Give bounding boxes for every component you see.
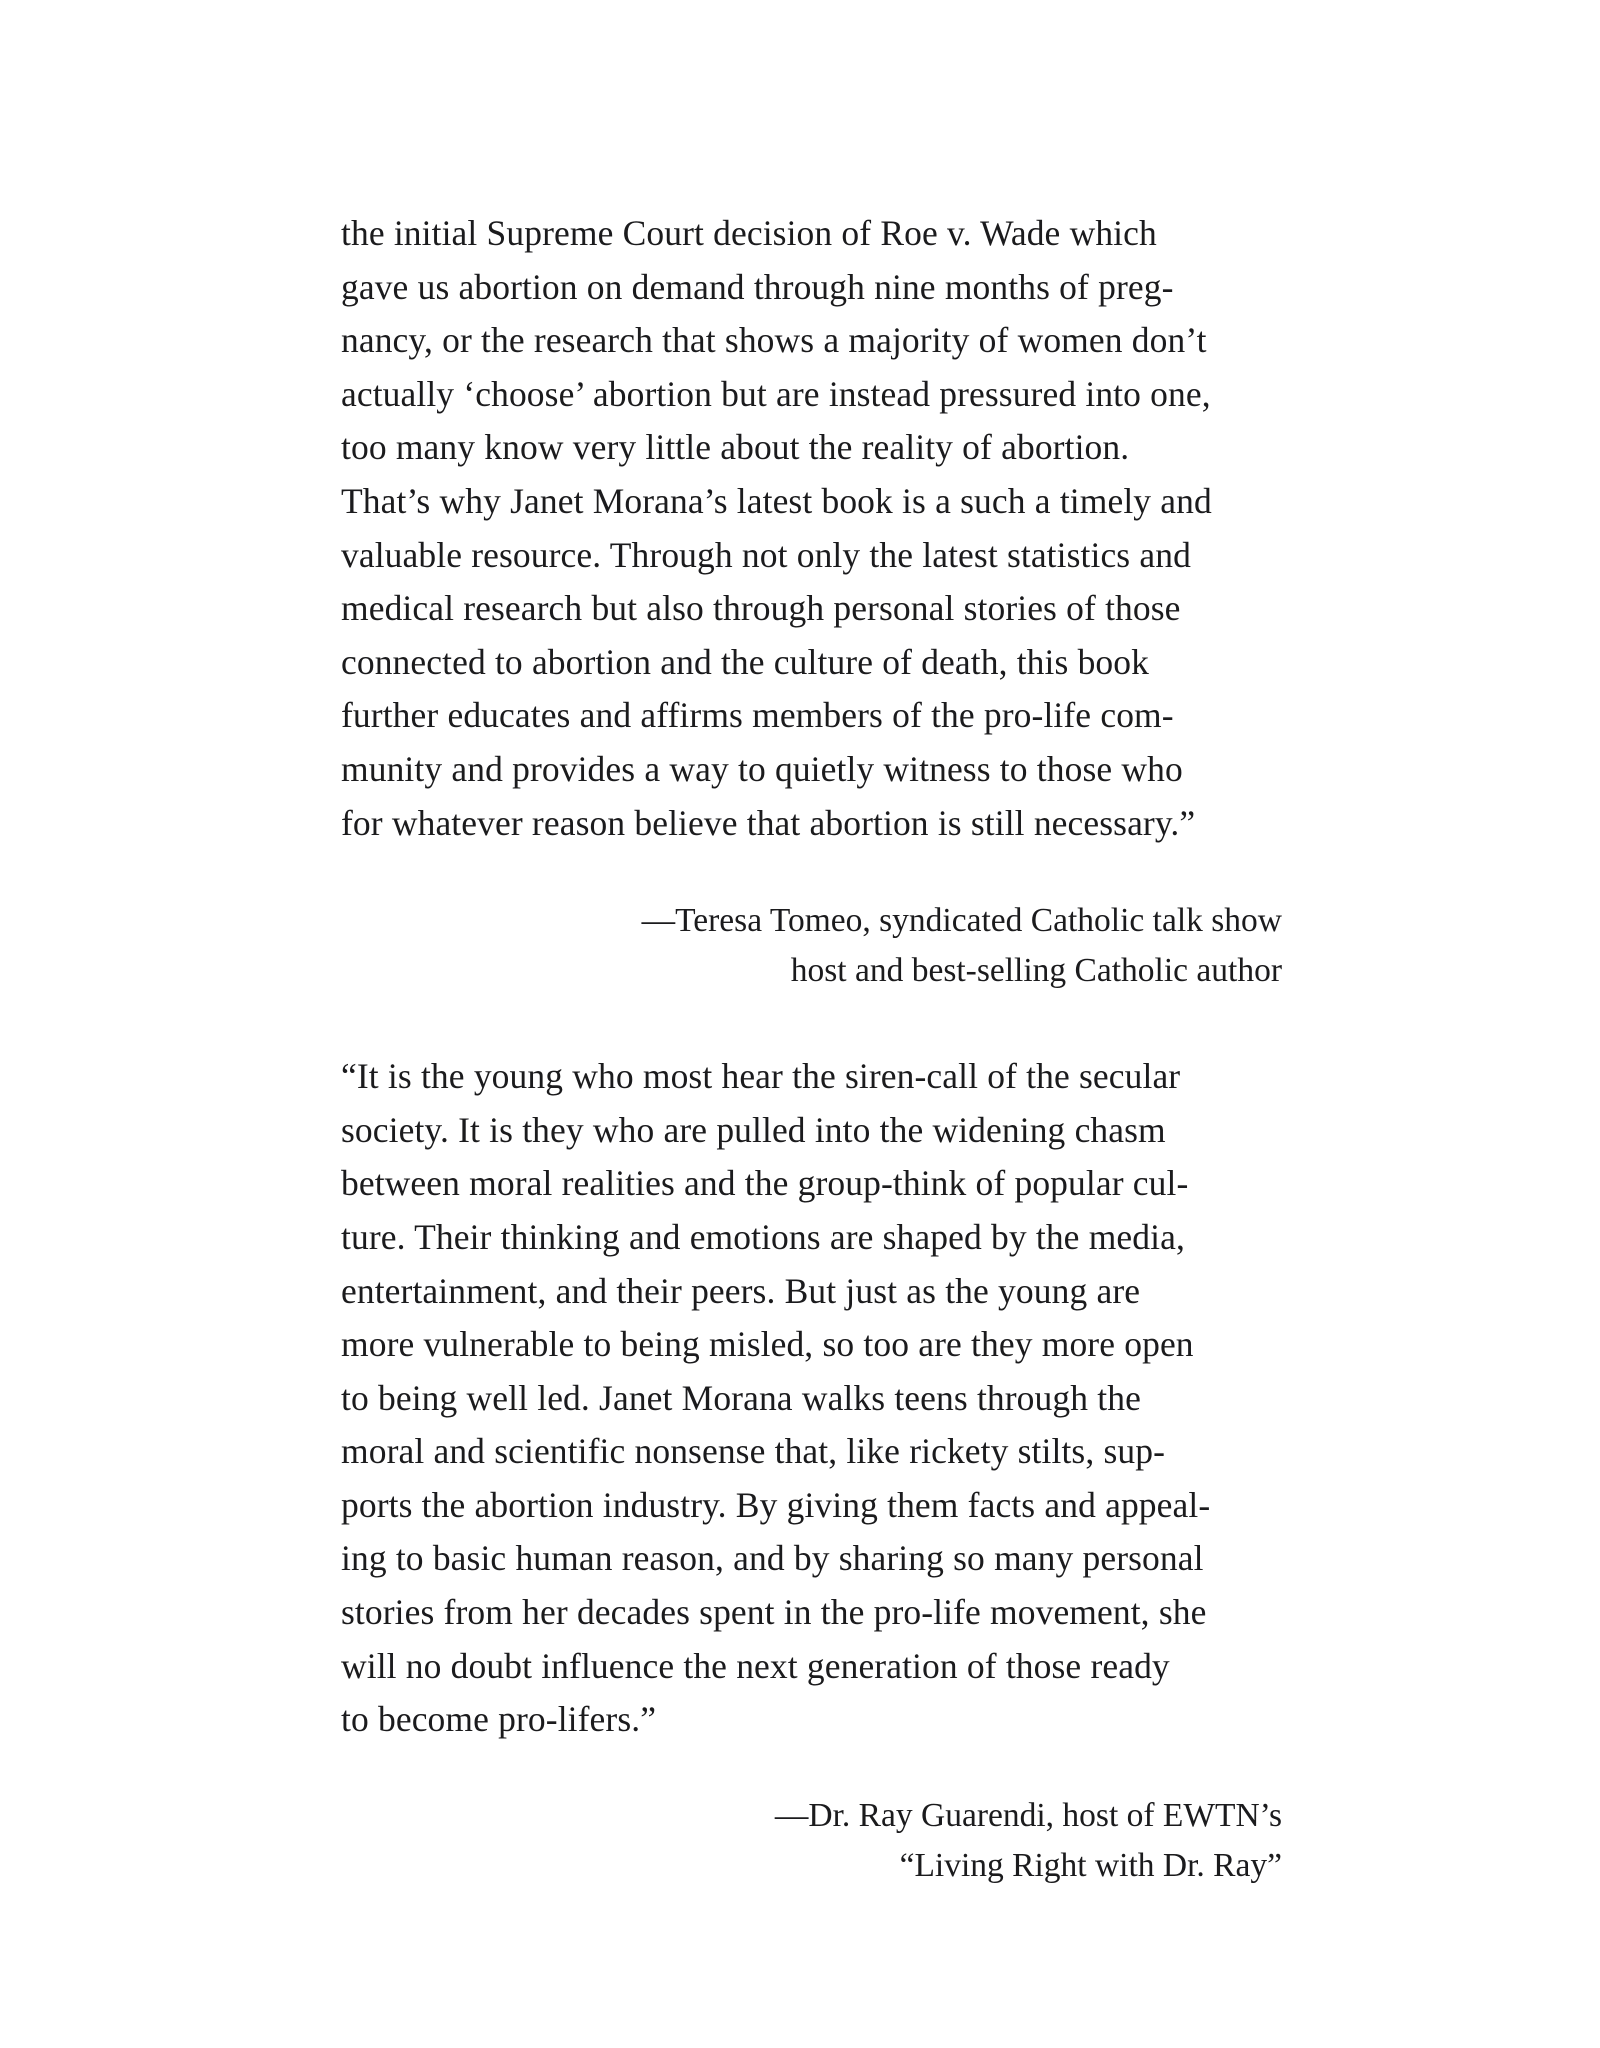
- attribution-ray-guarendi: [341, 1791, 1282, 1891]
- text-line: gave us abortion on demand through nine months of preg-: [341, 266, 1174, 307]
- attribution-line: —Teresa Tomeo, syndicated Catholic talk show: [641, 902, 1282, 940]
- attribution-line: host and best-selling Catholic author: [790, 952, 1282, 990]
- paragraph-spacer: [341, 850, 1282, 896]
- text-line: society. It is they who are pulled into the widening chasm: [341, 1109, 1166, 1150]
- text-line: entertainment, and their peers. But just as the young are: [341, 1270, 1141, 1311]
- text-line: to being well led. Janet Morana walks teens through the: [341, 1377, 1141, 1418]
- text-line: further educates and affirms members of the pro-life com-: [341, 695, 1174, 736]
- section-spacer: [341, 996, 1282, 1050]
- text-line: too many know very little about the reality of abortion.: [341, 427, 1130, 468]
- paragraph-spacer: [341, 1747, 1282, 1791]
- text-line: connected to abortion and the culture of death, this book: [341, 641, 1149, 682]
- testimonial-paragraph-ray-guarendi: [341, 1050, 1282, 1747]
- text-line: moral and scientific nonsense that, like rickety stilts, sup-: [341, 1431, 1166, 1472]
- text-line: the initial Supreme Court decision of Roe v. Wade which: [341, 213, 1157, 253]
- text-line: to become pro-lifers.”: [341, 1699, 657, 1740]
- text-line: ing to basic human reason, and by sharing so many personal: [341, 1538, 1204, 1579]
- attribution-line: —Dr. Ray Guarendi, host of EWTN’s: [774, 1796, 1282, 1834]
- text-column: [341, 207, 1282, 1891]
- testimonial-paragraph-teresa-tomeo: [341, 207, 1282, 850]
- text-line: medical research but also through personal stories of those: [341, 588, 1181, 629]
- text-line: more vulnerable to being misled, so too are they more open: [341, 1324, 1194, 1365]
- text-line: ports the abortion industry. By giving them facts and appeal-: [341, 1484, 1211, 1525]
- text-line: That’s why Janet Morana’s latest book is a such a timely and: [341, 480, 1212, 521]
- text-line: will no doubt influence the next generation of those ready: [341, 1645, 1170, 1686]
- attribution-teresa-tomeo: [341, 896, 1282, 996]
- text-line: nancy, or the research that shows a majority of women don’t: [341, 320, 1207, 361]
- text-line: between moral realities and the group-think of popular cul-: [341, 1163, 1189, 1204]
- text-line: valuable resource. Through not only the latest statistics and: [341, 534, 1191, 575]
- text-line: for whatever reason believe that abortion is still necessary.”: [341, 802, 1196, 843]
- text-line: stories from her decades spent in the pro-life movement, she: [341, 1592, 1207, 1633]
- text-line: actually ‘choose’ abortion but are instead pressured into one,: [341, 373, 1211, 414]
- text-line: ture. Their thinking and emotions are shaped by the media,: [341, 1216, 1185, 1257]
- text-line: munity and provides a way to quietly witness to those who: [341, 748, 1183, 789]
- attribution-line: “Living Right with Dr. Ray”: [899, 1846, 1282, 1884]
- text-line: “It is the young who most hear the siren-call of the secular: [341, 1056, 1181, 1097]
